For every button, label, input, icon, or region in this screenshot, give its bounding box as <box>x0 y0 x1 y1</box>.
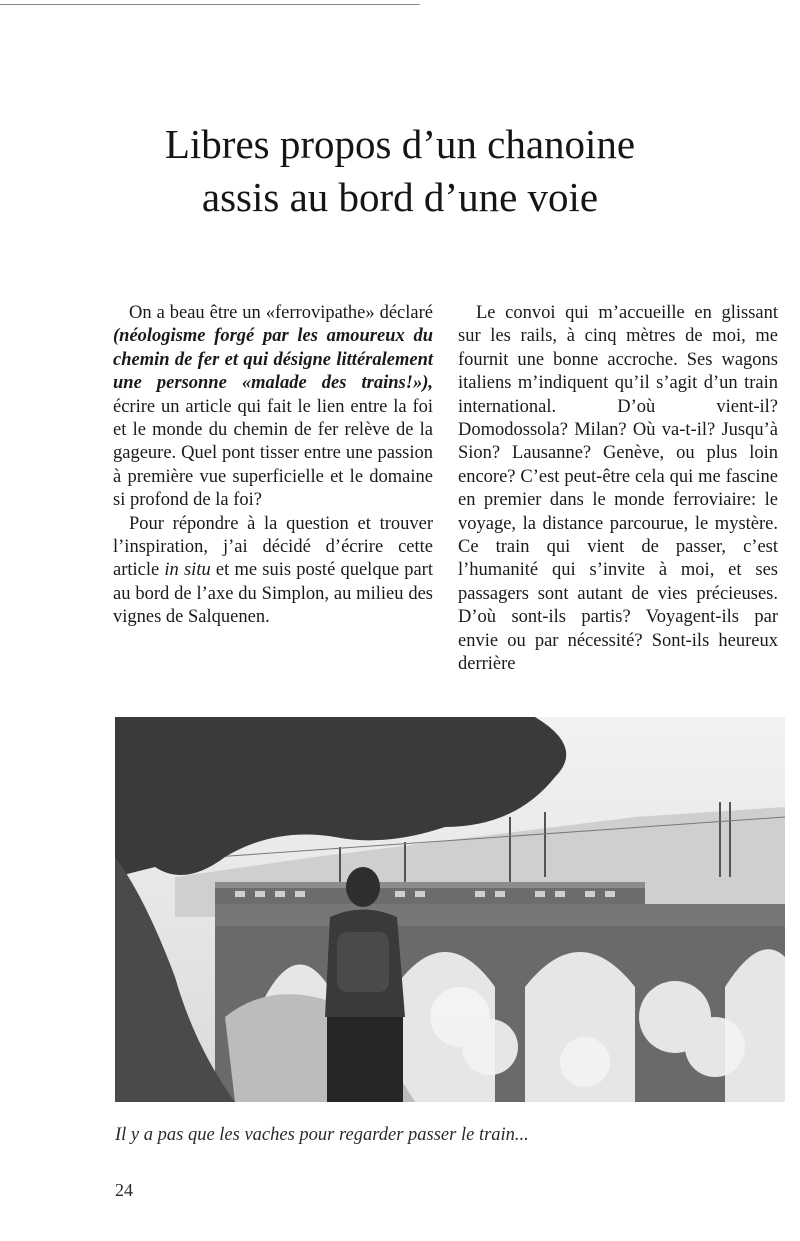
left-p2-text-c: et me suis posté quelque part au bord de l’axe du Simplon, au milieu des vignes de Salquenen. <box>113 560 433 628</box>
right-column <box>458 302 778 677</box>
train-photo <box>115 717 785 1102</box>
left-p2-text-a: Pour répondre à la question et trouver l’inspiration, j’ai décidé d’écrire cette article <box>113 513 433 581</box>
top-rule <box>0 4 420 5</box>
train <box>215 882 645 904</box>
left-paragraph-1 <box>113 302 433 513</box>
title-line-2: assis au bord d’une voie <box>201 174 599 220</box>
page-number: 24 <box>115 1180 133 1200</box>
left-p1-text-c: écrire un article qui fait le lien entre la foi et le monde du chemin de fer relève de la gageure. Quel pont tisser entre une passion à première vue superficielle et le domaine si profond de la foi? <box>113 396 433 511</box>
article-title <box>60 118 740 224</box>
left-p1-text-a: On a beau être un «ferrovipathe» déclaré <box>129 303 433 323</box>
title-line-1: Libres propos d’un chanoine <box>164 121 636 167</box>
left-paragraph-2 <box>113 513 433 630</box>
left-p2-italic: in situ <box>164 560 211 581</box>
photo-caption: Il y a pas que les vaches pour regarder passer le train... <box>115 1125 529 1145</box>
right-paragraph-1: Le convoi qui m’accueille en glissant sur les rails, à cinq mètres de moi, me fournit une bonne accroche. Ses wagons italiens m’indiquent qu’il s’agit d’un train international. D’où vient-il? Domodossola? Milan? Où va-t-il? Jusqu’à Sion? Lausanne? Genève, ou plus loin encore? C’est peut-être cela qui me fascine en premier dans le monde ferroviaire: le voyage, la distance parcourue, le mystère. Ce train qui vient de passer, c’est l’humanité qui s’invite à moi, et ses passagers sont autant de vies précieuses. D’où sont-ils partis? Voyagent-ils par envie ou par nécessité? Sont-ils heureux derrière <box>458 303 778 675</box>
left-p1-emphasis: (néologisme forgé par les amoureux du chemin de fer et qui désigne littéralement une personne «malade des trains!»), <box>113 326 433 394</box>
left-column <box>113 302 433 630</box>
